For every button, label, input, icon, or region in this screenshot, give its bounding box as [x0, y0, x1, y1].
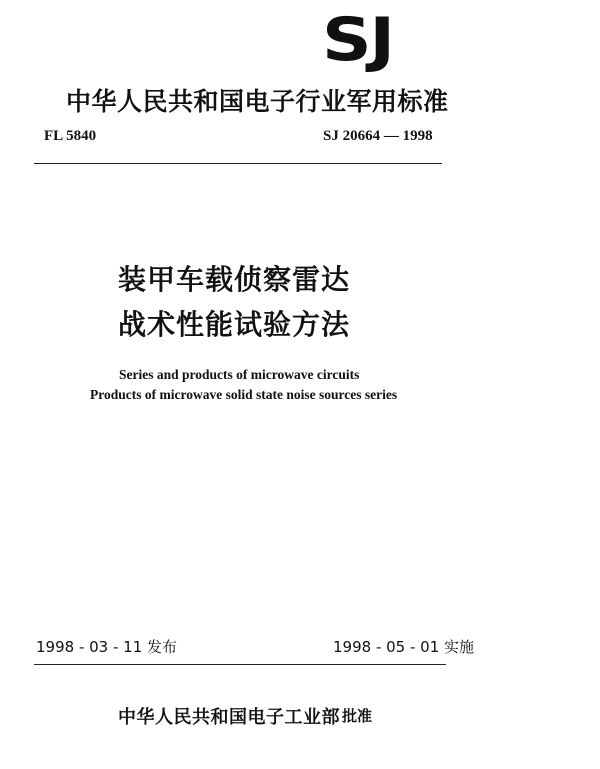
footer-divider — [34, 664, 446, 665]
effective-date: 1998 - 05 - 01 实施 — [333, 638, 475, 656]
standard-number: SJ 20664 — 1998 — [323, 128, 433, 144]
title-en-line-1: Series and products of microwave circuits — [119, 367, 360, 382]
title-en-line-2: Products of microwave solid state noise sources series — [90, 387, 398, 402]
header-divider — [34, 163, 442, 164]
title-cn-line-2: 战术性能试验方法 — [118, 308, 351, 341]
classification-code: FL 5840 — [44, 128, 97, 144]
issue-date: 1998 - 03 - 11 发布 — [36, 638, 178, 656]
approve-label: 批准 — [342, 707, 373, 725]
sj-logo: SJ — [322, 5, 393, 75]
approving-authority: 中华人民共和国电子工业部 — [118, 707, 340, 728]
title-cn-line-1: 装甲车载侦察雷达 — [118, 263, 351, 296]
industry-standard-title: 中华人民共和国电子行业军用标准 — [66, 87, 449, 116]
